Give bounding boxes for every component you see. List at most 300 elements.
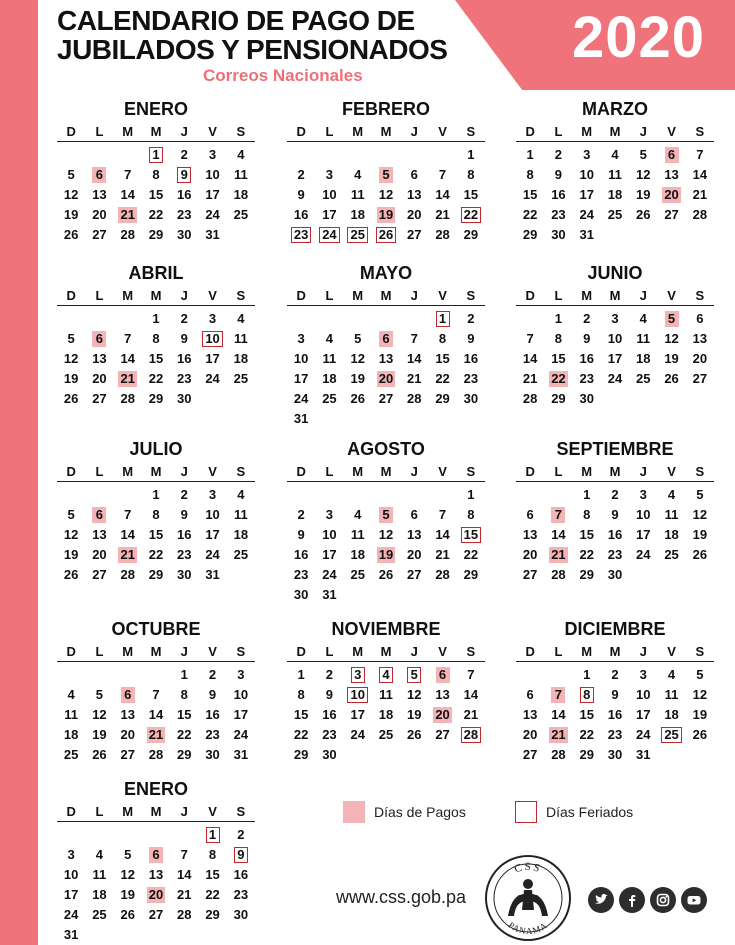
calendar-day: 24 <box>636 547 651 562</box>
calendar-day: 2 <box>611 487 619 502</box>
facebook-icon[interactable] <box>619 887 645 913</box>
calendar-day: 5 <box>95 687 104 702</box>
calendar-day: 27 <box>378 391 394 406</box>
week-row <box>516 225 714 245</box>
empty-day <box>400 145 428 165</box>
calendar-day: 14 <box>148 707 164 722</box>
calendar-day: 23 <box>322 727 337 742</box>
weekday-header: V <box>438 288 447 303</box>
weekday-header-row <box>516 124 714 142</box>
week-row <box>516 725 714 745</box>
calendar-day: 6 <box>410 507 418 522</box>
calendar-day: 1 <box>554 311 563 326</box>
calendar-day: 25 <box>233 547 249 562</box>
month-block <box>57 263 255 409</box>
calendar-day: 18 <box>664 707 679 722</box>
calendar-day: 11 <box>636 331 651 346</box>
calendar-day: 12 <box>378 187 394 202</box>
weekday-header: M <box>380 464 392 479</box>
calendar-day: 25 <box>636 371 651 386</box>
weekday-header: M <box>122 644 134 659</box>
calendar-day: 28 <box>120 391 135 406</box>
week-row <box>57 865 255 885</box>
holiday-day: 1 <box>428 309 456 329</box>
month-block <box>287 99 485 245</box>
empty-day <box>198 925 226 945</box>
calendar-day: 5 <box>354 331 362 346</box>
calendar-day: 27 <box>120 747 135 762</box>
calendar-day: 14 <box>120 187 135 202</box>
calendar-day: 10 <box>63 867 79 882</box>
title-line-1: CALENDARIO DE PAGO DE <box>57 5 415 36</box>
calendar-day: 27 <box>522 747 538 762</box>
weekday-header: D <box>296 644 306 659</box>
weekday-header: S <box>695 288 705 303</box>
calendar-day: 22 <box>579 727 594 742</box>
calendar-day: 17 <box>233 707 249 722</box>
month-block <box>57 779 255 945</box>
empty-day <box>114 665 142 685</box>
calendar-day: 23 <box>177 207 192 222</box>
calendar-day: 7 <box>124 331 132 346</box>
holiday-day: 8 <box>573 685 601 705</box>
calendar-day: 14 <box>120 351 135 366</box>
weekday-header: J <box>180 124 188 139</box>
month-name: AGOSTO <box>347 439 425 459</box>
weekday-header: V <box>438 124 447 139</box>
calendar-day: 30 <box>205 747 220 762</box>
weekday-header: M <box>609 464 621 479</box>
calendar-day: 20 <box>407 547 422 562</box>
calendar-day: 15 <box>579 527 594 542</box>
weekday-header-row <box>287 124 485 142</box>
week-row <box>287 389 485 409</box>
calendar-day: 26 <box>63 391 79 406</box>
calendar-day: 16 <box>205 707 220 722</box>
payment-day: 21 <box>120 547 135 562</box>
calendar-day: 24 <box>233 727 249 742</box>
calendar-day: 17 <box>322 207 337 222</box>
calendar-day: 16 <box>293 547 309 562</box>
holiday-day: 1 <box>198 825 226 845</box>
weekday-header: S <box>236 464 246 479</box>
week-row <box>516 745 714 765</box>
calendar-day: 22 <box>435 371 450 386</box>
calendar-day: 29 <box>463 227 479 242</box>
week-row <box>287 745 485 765</box>
empty-day <box>686 225 714 245</box>
calendar-day: 15 <box>435 351 450 366</box>
empty-day <box>227 565 255 585</box>
calendar-day: 21 <box>435 207 450 222</box>
calendar-day: 28 <box>692 207 708 222</box>
calendar-day: 21 <box>177 887 192 902</box>
week-row <box>516 165 714 185</box>
page-subtitle: Correos Nacionales <box>203 66 363 85</box>
calendar-day: 12 <box>636 167 651 182</box>
weekday-header: S <box>236 804 246 819</box>
calendar-day: 6 <box>410 167 418 182</box>
weekday-header: V <box>208 288 217 303</box>
calendar-day: 10 <box>293 351 309 366</box>
empty-day <box>344 145 372 165</box>
calendar-day: 31 <box>579 227 594 242</box>
empty-day <box>142 925 170 945</box>
holiday-day: 26 <box>372 225 400 245</box>
calendar-day: 3 <box>325 167 334 182</box>
week-row <box>57 389 255 409</box>
week-row <box>57 925 255 945</box>
week-row <box>516 525 714 545</box>
calendar-day: 8 <box>180 687 188 702</box>
empty-day <box>85 145 113 165</box>
empty-day <box>142 665 170 685</box>
weekday-header: V <box>667 644 676 659</box>
twitter-icon[interactable] <box>588 887 614 913</box>
logo-text-bottom: PANAMA <box>506 919 550 937</box>
payment-day: 21 <box>551 547 566 562</box>
weekday-header: M <box>380 288 392 303</box>
month-block <box>57 439 255 585</box>
payment-day: 5 <box>372 505 400 525</box>
empty-day <box>315 409 343 429</box>
calendar-day: 26 <box>407 727 422 742</box>
week-row <box>287 585 485 605</box>
calendar-day: 15 <box>205 867 220 882</box>
empty-day <box>544 665 572 685</box>
calendar-day: 12 <box>407 687 422 702</box>
calendar-day: 7 <box>526 331 534 346</box>
calendar-day: 22 <box>463 547 479 562</box>
week-row <box>516 565 714 585</box>
week-row <box>57 505 255 525</box>
calendar-day: 2 <box>297 167 305 182</box>
month-name: DICIEMBRE <box>564 619 666 639</box>
calendar-day: 2 <box>180 487 188 502</box>
empty-day <box>315 309 343 329</box>
calendar-day: 19 <box>63 207 79 222</box>
calendar-day: 16 <box>177 351 192 366</box>
calendar-day: 1 <box>180 667 188 682</box>
holiday-day: 23 <box>287 225 315 245</box>
weekday-header: J <box>410 288 418 303</box>
calendar-day: 28 <box>120 567 135 582</box>
calendar-day: 30 <box>463 391 479 406</box>
calendar-day: 3 <box>297 331 305 346</box>
calendar-day: 8 <box>208 847 217 862</box>
calendar-day: 24 <box>636 727 651 742</box>
calendar-day: 14 <box>522 351 538 366</box>
empty-day <box>428 585 456 605</box>
calendar-day: 23 <box>205 727 220 742</box>
calendar-day: 27 <box>92 567 107 582</box>
empty-day <box>85 665 113 685</box>
weekday-header: L <box>325 124 334 139</box>
calendar-day: 5 <box>124 847 132 862</box>
calendar-day: 11 <box>608 167 622 182</box>
calendar-day: 2 <box>611 667 619 682</box>
calendar-day: 28 <box>407 391 422 406</box>
calendar-day: 7 <box>438 167 447 182</box>
calendar-day: 30 <box>177 227 192 242</box>
weekday-header: S <box>236 124 246 139</box>
calendar-day: 12 <box>63 527 79 542</box>
calendar-day: 16 <box>233 867 249 882</box>
calendar-day: 25 <box>350 567 365 582</box>
weekday-header: L <box>325 464 334 479</box>
calendar-day: 22 <box>177 727 192 742</box>
calendar-day: 29 <box>177 747 192 762</box>
calendar-day: 31 <box>636 747 651 762</box>
weekday-header: V <box>667 288 676 303</box>
calendar-day: 29 <box>551 391 566 406</box>
calendar-day: 5 <box>696 487 704 502</box>
calendar-day: 9 <box>583 331 591 346</box>
holiday-day: 10 <box>344 685 372 705</box>
youtube-icon[interactable] <box>681 887 707 913</box>
weekday-header: D <box>66 464 76 479</box>
week-row <box>57 705 255 725</box>
calendar-day: 29 <box>522 227 538 242</box>
calendar-day: 13 <box>407 187 422 202</box>
empty-day <box>114 925 142 945</box>
empty-day <box>516 309 544 329</box>
week-row <box>287 505 485 525</box>
calendar-day: 19 <box>350 371 365 386</box>
calendar-day: 24 <box>322 567 337 582</box>
payment-day: 20 <box>435 707 450 722</box>
year-label: 2020 <box>571 5 705 70</box>
weekday-header-row <box>516 464 714 482</box>
calendar-day: 5 <box>67 167 75 182</box>
week-row <box>516 665 714 685</box>
week-row <box>57 145 255 165</box>
calendar-day: 4 <box>237 487 245 502</box>
week-row <box>57 905 255 925</box>
calendar-day: 23 <box>177 547 192 562</box>
calendar-day: 13 <box>92 351 107 366</box>
left-accent-bar <box>0 0 38 945</box>
calendar-day: 12 <box>692 507 708 522</box>
weekday-header: S <box>695 464 705 479</box>
empty-day <box>85 825 113 845</box>
calendar-day: 12 <box>664 331 679 346</box>
week-row <box>57 885 255 905</box>
calendar-day: 27 <box>148 907 164 922</box>
calendar-day: 3 <box>208 311 217 326</box>
calendar-day: 13 <box>407 527 422 542</box>
calendar-day: 27 <box>407 567 422 582</box>
empty-day <box>516 485 544 505</box>
calendar-day: 26 <box>92 747 107 762</box>
calendar-day: 26 <box>350 391 365 406</box>
calendar-day: 24 <box>205 207 220 222</box>
calendar-day: 18 <box>322 371 337 386</box>
calendar-day: 31 <box>322 587 337 602</box>
empty-day <box>372 409 400 429</box>
calendar-day: 7 <box>124 507 132 522</box>
empty-day <box>629 225 657 245</box>
weekday-header: D <box>296 288 306 303</box>
weekday-header-row <box>57 804 255 822</box>
calendar-day: 21 <box>692 187 708 202</box>
calendar-day: 2 <box>583 311 591 326</box>
week-row <box>287 329 485 349</box>
calendar-day: 18 <box>636 351 651 366</box>
calendar-day: 30 <box>579 391 594 406</box>
calendar-day: 14 <box>551 707 566 722</box>
calendar-day: 10 <box>636 507 651 522</box>
payment-day: 5 <box>372 165 400 185</box>
calendar-day: 31 <box>293 411 309 426</box>
weekday-header: M <box>609 124 621 139</box>
weekday-header-row <box>57 124 255 142</box>
week-row <box>57 225 255 245</box>
calendar-day: 11 <box>64 707 79 722</box>
calendar-day: 8 <box>152 167 160 182</box>
calendar-day: 9 <box>611 687 619 702</box>
calendar-day: 29 <box>435 391 450 406</box>
calendar-day: 3 <box>237 667 245 682</box>
payment-legend-swatch <box>343 801 365 823</box>
week-row <box>57 845 255 865</box>
calendar-day: 13 <box>522 707 538 722</box>
calendar-day: 6 <box>526 507 534 522</box>
empty-day <box>57 485 85 505</box>
empty-day <box>227 925 255 945</box>
calendar-day: 19 <box>692 707 708 722</box>
calendar-day: 22 <box>579 547 594 562</box>
empty-day <box>400 409 428 429</box>
calendar-day: 28 <box>551 747 566 762</box>
week-row <box>57 205 255 225</box>
holiday-day: 9 <box>170 165 198 185</box>
week-row <box>287 665 485 685</box>
website-link[interactable]: www.css.gob.pa <box>336 887 467 907</box>
weekday-header: D <box>525 644 535 659</box>
calendar-day: 9 <box>325 687 334 702</box>
calendar-day: 14 <box>435 527 450 542</box>
week-row <box>287 545 485 565</box>
week-row <box>287 185 485 205</box>
instagram-icon[interactable] <box>650 887 676 913</box>
empty-day <box>657 225 685 245</box>
empty-day <box>372 745 400 765</box>
empty-day <box>287 145 315 165</box>
weekday-header: J <box>639 288 647 303</box>
weekday-header: L <box>554 644 563 659</box>
week-row <box>287 165 485 185</box>
payment-day: 6 <box>85 165 113 185</box>
weekday-header: S <box>466 644 476 659</box>
calendar-day: 19 <box>92 727 107 742</box>
calendar-day: 17 <box>607 351 623 366</box>
calendar-day: 15 <box>148 187 164 202</box>
calendar-day: 12 <box>692 687 708 702</box>
payment-legend-label: Días de Pagos <box>374 804 466 820</box>
weekday-header: S <box>466 464 476 479</box>
calendar-day: 28 <box>522 391 538 406</box>
calendar-day: 27 <box>435 727 450 742</box>
empty-day <box>629 389 657 409</box>
empty-day <box>400 745 428 765</box>
calendar-day: 13 <box>664 167 679 182</box>
calendar-day: 23 <box>607 727 623 742</box>
month-name: JUNIO <box>587 263 643 283</box>
calendar-day: 26 <box>692 727 708 742</box>
week-row <box>57 185 255 205</box>
weekday-header: J <box>180 804 188 819</box>
empty-day <box>428 145 456 165</box>
empty-day <box>170 925 198 945</box>
calendar-day: 22 <box>148 207 164 222</box>
empty-day <box>400 585 428 605</box>
payment-day: 20 <box>148 887 164 902</box>
week-row <box>287 349 485 369</box>
weekday-header: J <box>410 464 418 479</box>
calendar-day: 12 <box>63 187 79 202</box>
calendar-day: 11 <box>233 331 248 346</box>
weekday-header: L <box>325 288 334 303</box>
weekday-header: J <box>180 288 188 303</box>
week-row <box>57 165 255 185</box>
calendar-day: 13 <box>92 187 107 202</box>
calendar-day: 14 <box>120 527 135 542</box>
weekday-header: M <box>380 644 392 659</box>
calendar-day: 24 <box>205 547 220 562</box>
empty-day <box>114 825 142 845</box>
calendar-day: 24 <box>293 391 309 406</box>
weekday-header: J <box>180 644 188 659</box>
weekday-header: L <box>95 124 104 139</box>
payment-day: 21 <box>551 727 566 742</box>
payment-day: 6 <box>428 665 456 685</box>
week-row <box>516 485 714 505</box>
calendar-day: 23 <box>293 567 309 582</box>
calendar-day: 26 <box>664 371 679 386</box>
calendar-day: 28 <box>177 907 192 922</box>
calendar-day: 18 <box>378 707 394 722</box>
empty-day <box>601 225 629 245</box>
calendar-day: 30 <box>293 587 309 602</box>
calendar-day: 11 <box>233 507 248 522</box>
holiday-day: 4 <box>372 665 400 685</box>
calendar-day: 4 <box>354 507 362 522</box>
calendar-day: 7 <box>124 167 132 182</box>
calendar-day: 14 <box>692 167 708 182</box>
weekday-header: J <box>639 464 647 479</box>
calendar-day: 23 <box>233 887 249 902</box>
weekday-header: V <box>667 464 676 479</box>
calendar-day: 14 <box>463 687 479 702</box>
calendar-day: 8 <box>526 167 534 182</box>
calendar-day: 27 <box>692 371 708 386</box>
calendar-day: 28 <box>148 747 164 762</box>
calendar-day: 16 <box>607 527 623 542</box>
month-name: MAYO <box>359 263 413 283</box>
weekday-header: M <box>150 288 162 303</box>
calendar-day: 27 <box>92 227 107 242</box>
calendar-day: 16 <box>579 351 594 366</box>
weekday-header: V <box>208 644 217 659</box>
calendar-day: 29 <box>205 907 220 922</box>
payment-day: 19 <box>378 207 394 222</box>
week-row <box>57 725 255 745</box>
calendar-day: 18 <box>233 187 249 202</box>
week-row <box>57 349 255 369</box>
calendar-day: 30 <box>322 747 337 762</box>
empty-day <box>344 409 372 429</box>
